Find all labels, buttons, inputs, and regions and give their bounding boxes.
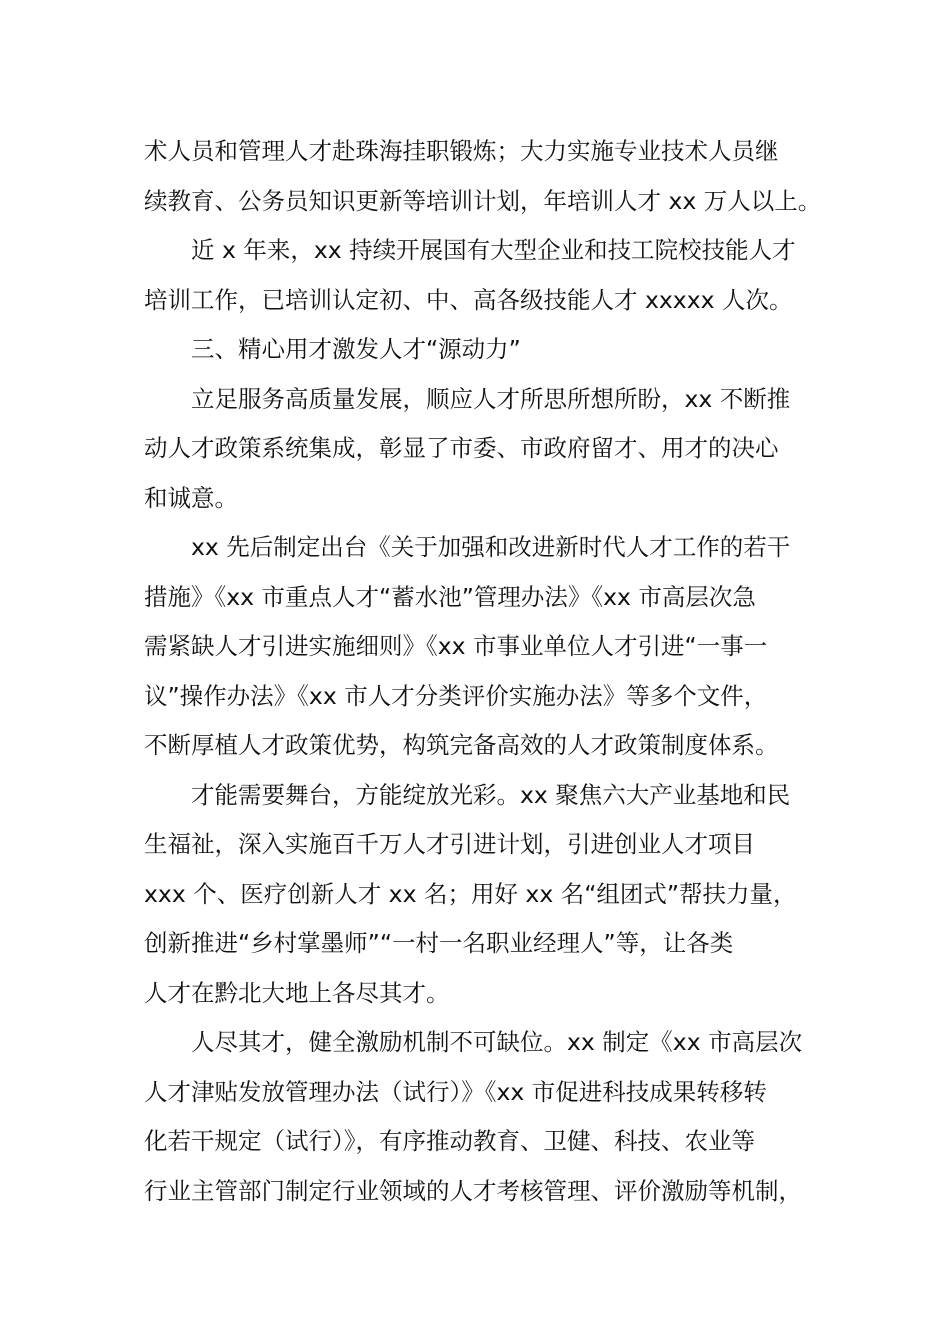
text-line: 和诚意。 [144, 483, 238, 512]
text-line: 人才津贴发放管理办法（试行）》《xx 市促进科技成果转移转 [144, 1077, 767, 1106]
text-line: 创新推进“乡村掌墨师”“一村一名职业经理人”等，让各类 [144, 929, 734, 957]
document-body [144, 127, 824, 1216]
text-line: 措施》《xx 市重点人才“蓄水池”管理办法》《xx 市高层次急 [144, 582, 756, 611]
text-line: 培训工作，已培训认定初、中、高各级技能人才 xxxxx 人次。 [144, 285, 793, 314]
text-line: 人才在黔北大地上各尽其才。 [144, 978, 450, 1007]
text-line: 不断厚植人才政策优势，构筑完备高效的人才政策制度体系。 [144, 731, 779, 759]
text-line: 行业主管部门制定行业领域的人才考核管理、评价激励等机制， [144, 1176, 802, 1205]
section-heading: 三、精心用才激发人才“源动力” [191, 335, 521, 363]
text-line: 才能需要舞台，方能绽放光彩。xx 聚焦六大产业基地和民 [191, 780, 791, 809]
text-line: 需紧缺人才引进实施细则》《xx 市事业单位人才引进“一事一 [144, 632, 768, 660]
text-line: 生福祉，深入实施百千万人才引进计划，引进创业人才项目 [144, 830, 755, 858]
text-line: 近 x 年来，xx 持续开展国有大型企业和技工院校技能人才 [191, 236, 796, 264]
text-line: 议”操作办法》《xx 市人才分类评价实施办法》等多个文件， [144, 681, 768, 710]
text-line: xx 先后制定出台《关于加强和改进新时代人才工作的若干 [191, 533, 791, 561]
text-line: 续教育、公务员知识更新等培训计划，年培训人才 xx 万人以上。 [144, 186, 822, 215]
text-line: 人尽其才，健全激励机制不可缺位。xx 制定《xx 市高层次 [191, 1028, 803, 1056]
text-line: 立足服务高质量发展，顺应人才所思所想所盼，xx 不断推 [191, 384, 791, 413]
text-line: 动人才政策系统集成，彰显了市委、市政府留才、用才的决心 [144, 434, 779, 462]
text-line: 术人员和管理人才赴珠海挂职锻炼；大力实施专业技术人员继 [144, 137, 779, 165]
text-line: xxx 个、医疗创新人才 xx 名；用好 xx 名“组团式”帮扶力量， [144, 879, 797, 908]
text-line: 化若干规定（试行）》，有序推动教育、卫健、科技、农业等 [144, 1127, 755, 1155]
